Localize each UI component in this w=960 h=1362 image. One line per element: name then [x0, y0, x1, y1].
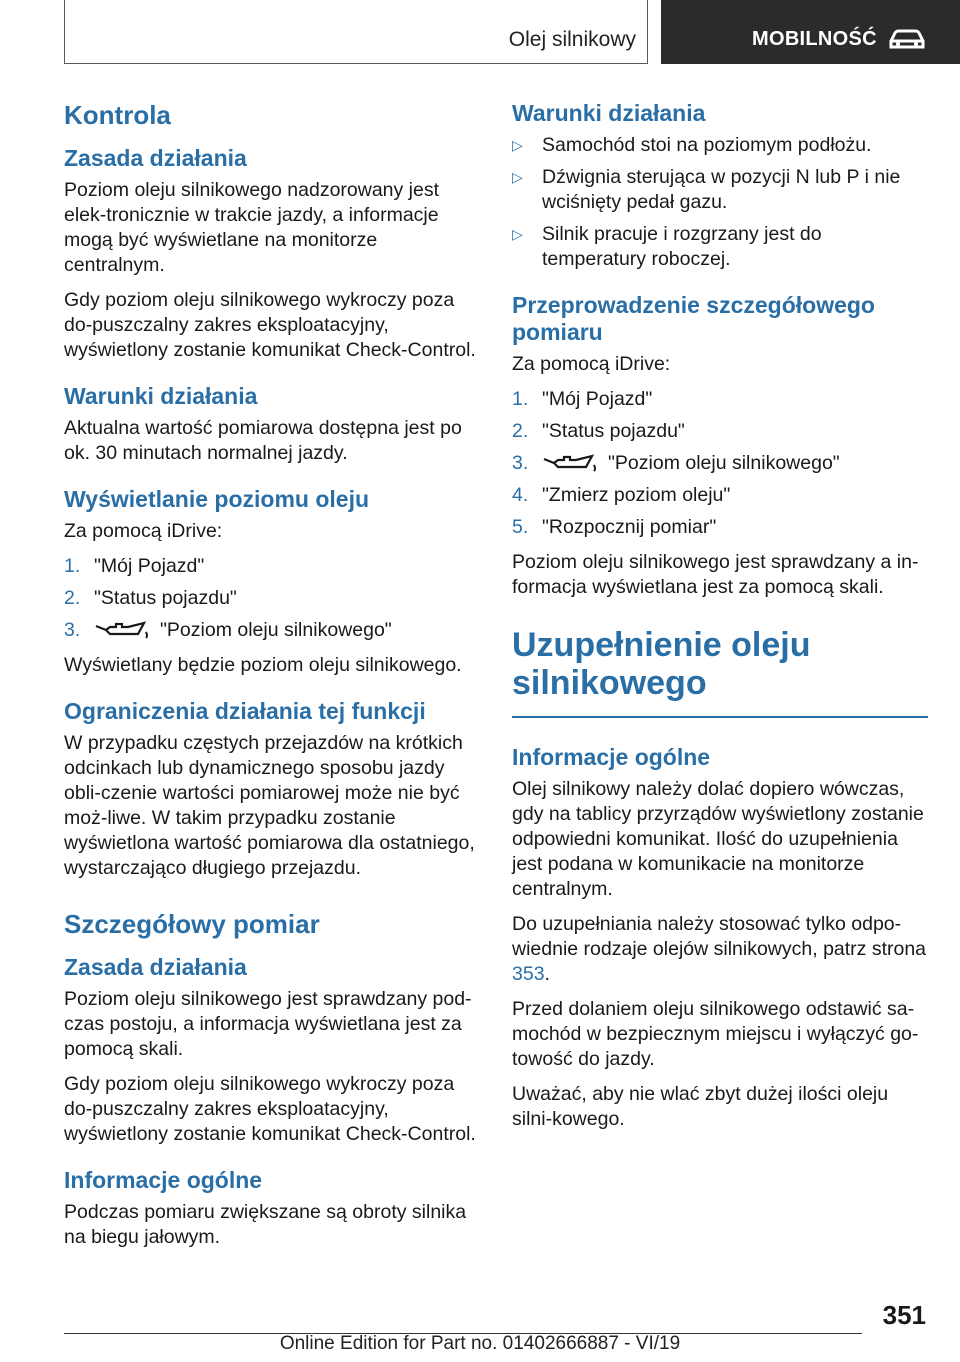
page-number: 351 [882, 1300, 926, 1330]
list-item: 2. "Status pojazdu" [512, 420, 685, 442]
paragraph: Uważać, aby nie wlać zbyt dużej ilości oleju silni-kowego. [512, 1083, 889, 1130]
heading-przeprowadzenie: Przeprowadzenie szczegółowego pomiaru [512, 292, 875, 345]
list-item: 3. "Poziom oleju silnikowego" [512, 452, 840, 474]
paragraph: Poziom oleju silnikowego nadzorowany jest elek-tronicznie w trakcie jazdy, a informacje mogą być wyświetlane na monitorze centralnym. [64, 179, 440, 276]
paragraph: Aktualna wartość pomiarowa dostępna jest po ok. 30 minutach normalnej jazdy. [64, 417, 462, 464]
list-item: 4. "Zmierz poziom oleju" [512, 484, 731, 506]
section-title: Olej silnikowy [508, 28, 636, 51]
list-item: 1. "Mój Pojazd" [64, 555, 205, 577]
list-item: ▷ Dźwignia sterująca w pozycji N lub P i nie wciśnięty pedał gazu. [512, 166, 901, 213]
list-item: ▷ Samochód stoi na poziomym podłożu. [512, 134, 872, 156]
triangle-bullet-icon: ▷ [512, 137, 523, 153]
footer-edition: Online Edition for Part no. 01402666887 - VI/19 [279, 1333, 681, 1354]
heading-rule [512, 716, 928, 718]
paragraph: Poziom oleju silnikowego jest sprawdzany a in-formacja wyświetlana jest za pomocą skali. [512, 551, 919, 598]
heading-zasada-1: Zasada działania [64, 145, 247, 171]
paragraph: Olej silnikowy należy dolać dopiero wówczas, gdy na tablicy przyrządów wyświetlony zostanie odpowiedni komunikat. Ilość do uzupełnienia jest podana w komunikacie na monitorze centralnym. [512, 778, 924, 900]
heading-szczegolowy: Szczegółowy pomiar [64, 909, 320, 939]
paragraph: Podczas pomiaru zwiększane są obroty silnika na biegu jałowym. [64, 1201, 467, 1248]
steps-list [64, 554, 480, 643]
car-icon [887, 27, 927, 51]
paragraph: Gdy poziom oleju silnikowego wykroczy poza do-puszczalny zakres eksploatacyjny, wyświetlony zostanie komunikat Check-Control. [64, 289, 476, 361]
paragraph: W przypadku częstych przejazdów na krótkich odcinkach lub dynamicznego sposobu jazdy obli-czenie wartości pomiarowej może nie być moż-liwe. W takim przypadku zostanie wyświetlona wartość pomiarowa dla ostatniego, wystarczająco długiego przejazdu. [64, 732, 475, 879]
paragraph: Wyświetlany będzie poziom oleju silnikowego. [64, 654, 462, 676]
heading-wyswietlanie: Wyświetlanie poziomu oleju [64, 486, 370, 512]
list-item: 1. "Mój Pojazd" [512, 388, 653, 410]
heading-informacje: Informacje ogólne [64, 1167, 263, 1193]
heading-warunki-right: Warunki działania [512, 100, 706, 126]
chapter-tab-label: MOBILNOŚĆ [752, 28, 877, 50]
right-column [512, 100, 928, 1142]
triangle-bullet-icon: ▷ [512, 226, 523, 242]
list-item: 3. "Poziom oleju silnikowego" [64, 619, 392, 641]
paragraph: Gdy poziom oleju silnikowego wykroczy poza do-puszczalny zakres eksploatacyjny, wyświetlony zostanie komunikat Check-Control. [64, 1073, 476, 1145]
heading-kontrola: Kontrola [64, 100, 171, 130]
heading-ograniczenia: Ograniczenia działania tej funkcji [64, 698, 426, 724]
list-item: 2. "Status pojazdu" [64, 587, 237, 609]
chapter-tab[interactable] [661, 0, 960, 64]
steps-list [512, 387, 928, 540]
heading-warunki: Warunki działania [64, 383, 258, 409]
list-item: ▷ Silnik pracuje i rozgrzany jest do temperatury roboczej. [512, 223, 822, 270]
conditions-list [512, 133, 928, 272]
heading-informacje-right: Informacje ogólne [512, 744, 711, 770]
list-item: 5. "Rozpocznij pomiar" [512, 516, 717, 538]
paragraph: Za pomocą iDrive: [512, 353, 671, 375]
paragraph: Za pomocą iDrive: [64, 520, 223, 542]
page-link-353[interactable]: 353 [512, 963, 545, 985]
heading-zasada-2: Zasada działania [64, 954, 247, 980]
paragraph: Przed dolaniem oleju silnikowego odstawić sa-mochód w bezpiecznym miejscu i wyłączyć go-towość do jazdy. [512, 998, 919, 1070]
left-column [64, 100, 480, 1260]
oil-can-icon [542, 453, 598, 475]
heading-uzupelnienie: Uzupełnienie oleju silnikowego [512, 626, 811, 702]
paragraph: Do uzupełniania należy stosować tylko odpo-wiednie rodzaje olejów silnikowych, patrz strona 353. [512, 913, 927, 985]
oil-can-icon [94, 620, 150, 642]
paragraph: Poziom oleju silnikowego jest sprawdzany pod-czas postoju, a informacja wyświetlana jest za pomocą skali. [64, 988, 472, 1060]
triangle-bullet-icon: ▷ [512, 169, 523, 185]
